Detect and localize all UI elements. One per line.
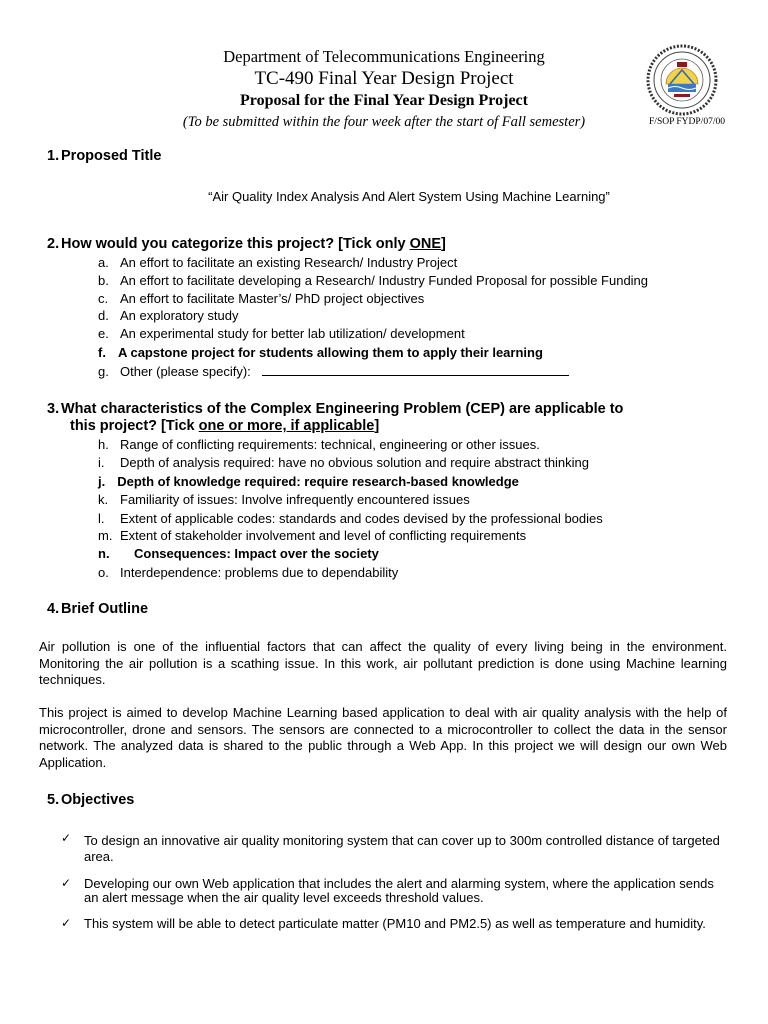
cep-option-o [98, 565, 398, 580]
option-letter: g. [98, 364, 109, 379]
section-5-number: 5. [47, 792, 60, 808]
section-5-title: Objectives [61, 792, 135, 808]
section-2-number: 2. [47, 236, 60, 252]
submission-note: (To be submitted within the four week after the start of Fall semester) [182, 114, 586, 130]
department-name: Department of Telecommunications Engineering [223, 47, 545, 66]
option-letter: a. [98, 255, 109, 270]
section-4-number: 4. [47, 601, 60, 617]
option-text: An effort to facilitate an existing Research/ Industry Project [120, 255, 458, 270]
option-letter: e. [98, 326, 109, 341]
option-text: Extent of stakeholder involvement and level of conflicting requirements [120, 528, 527, 543]
section-2-title-end: ] [441, 236, 446, 252]
form-code: F/SOP FYDP/07/00 [649, 117, 725, 127]
section-4-heading [47, 601, 148, 617]
checkmark-icon: ✓ [61, 876, 72, 890]
option-text: Familiarity of issues: Involve infrequently encountered issues [120, 492, 470, 507]
course-title: TC-490 Final Year Design Project [254, 68, 514, 89]
option-text: Other (please specify): [120, 364, 251, 379]
option-text: An effort to facilitate Master’s/ PhD project objectives [120, 291, 425, 306]
option-letter: c. [98, 291, 109, 306]
option-text: Interdependence: problems due to dependability [120, 565, 399, 580]
category-option-d [98, 308, 239, 323]
section-3-number: 3. [47, 401, 60, 417]
category-option-g [98, 364, 251, 379]
cep-option-i [98, 455, 589, 470]
proposal-title: Proposal for the Final Year Design Project [240, 92, 528, 109]
option-letter: f. [98, 345, 106, 360]
outline-paragraph-1: Air pollution is one of the influential factors that can affect the quality of every living being in the environment. Monitoring the air pollution is a scathing issue. In this work, air pollutant prediction is done using Machine learning techniques. [39, 639, 727, 687]
category-option-f-selected [98, 345, 543, 360]
cep-option-n-selected [98, 546, 379, 561]
category-option-c [98, 291, 424, 306]
category-option-e [98, 326, 465, 341]
option-letter: o. [98, 565, 109, 580]
checkmark-icon: ✓ [61, 916, 72, 930]
cep-option-h [98, 437, 540, 452]
section-3-title-cont: this project? [Tick [70, 418, 199, 434]
section-2-heading [47, 236, 446, 252]
cep-option-m [98, 528, 526, 543]
option-letter: j. [98, 474, 106, 489]
section-1-number: 1. [47, 148, 60, 164]
section-2-title-emphasis: ONE [409, 236, 442, 252]
other-specify-line [262, 375, 569, 376]
option-text: Range of conflicting requirements: technical, engineering or other issues. [120, 437, 540, 452]
option-letter: h. [98, 437, 109, 452]
outline-paragraph-2: This project is aimed to develop Machine Learning based application to deal with air quality analysis with the help of microcontroller, drone and sensors. The sensors are connected to a microcontroller to collect the data in the sensor network. The analyzed data is shared to the public through a Web App. In this project we will design our own Web Application. [39, 705, 727, 770]
section-2-title: How would you categorize this project? [Tick only [61, 236, 410, 252]
option-text: Depth of knowledge required: require research-based knowledge [117, 474, 519, 489]
objective-item: To design an innovative air quality monitoring system that can cover up to 300m controlled distance of targeted area. [84, 833, 720, 864]
option-text: Consequences: Impact over the society [134, 546, 379, 561]
option-text: An exploratory study [120, 308, 239, 323]
section-1-title: Proposed Title [61, 148, 162, 164]
option-text: An experimental study for better lab utilization/ development [120, 326, 465, 341]
category-option-b [98, 273, 648, 288]
section-5-heading [47, 792, 134, 808]
section-1-heading [47, 148, 161, 164]
section-3-title-end: ] [374, 418, 380, 434]
option-letter: d. [98, 308, 109, 323]
objective-item: This system will be able to detect particulate matter (PM10 and PM2.5) as well as temperature and humidity. [84, 916, 706, 931]
section-3-title-emphasis: one or more, if applicable [198, 418, 375, 434]
option-letter: l. [98, 511, 105, 526]
objective-item: Developing our own Web application that includes the alert and alarming system, where the application sends an alert message when the air quality level exceeds threshold values. [84, 876, 714, 905]
option-text: A capstone project for students allowing them to apply their learning [117, 345, 543, 360]
checkmark-icon: ✓ [61, 831, 72, 845]
section-3-heading [47, 401, 623, 417]
option-letter: b. [98, 273, 109, 288]
university-logo [646, 44, 718, 116]
option-letter: n. [98, 546, 110, 561]
category-option-a [98, 255, 457, 270]
cep-option-j-selected [98, 474, 519, 489]
cep-option-l [98, 511, 603, 526]
section-3-heading-cont [70, 418, 379, 434]
option-text: Extent of applicable codes: standards and codes devised by the professional bodies [120, 511, 603, 526]
option-text: An effort to facilitate developing a Research/ Industry Funded Proposal for possible Funding [120, 273, 649, 288]
section-3-title: What characteristics of the Complex Engineering Problem (CEP) are applicable to [61, 401, 624, 417]
option-letter: k. [98, 492, 109, 507]
cep-option-k [98, 492, 470, 507]
option-text: Depth of analysis required: have no obvious solution and require abstract thinking [120, 455, 590, 470]
proposed-title: “Air Quality Index Analysis And Alert System Using Machine Learning” [208, 189, 610, 204]
option-letter: m. [98, 528, 113, 543]
option-letter: i. [98, 455, 105, 470]
section-4-title: Brief Outline [61, 601, 149, 617]
